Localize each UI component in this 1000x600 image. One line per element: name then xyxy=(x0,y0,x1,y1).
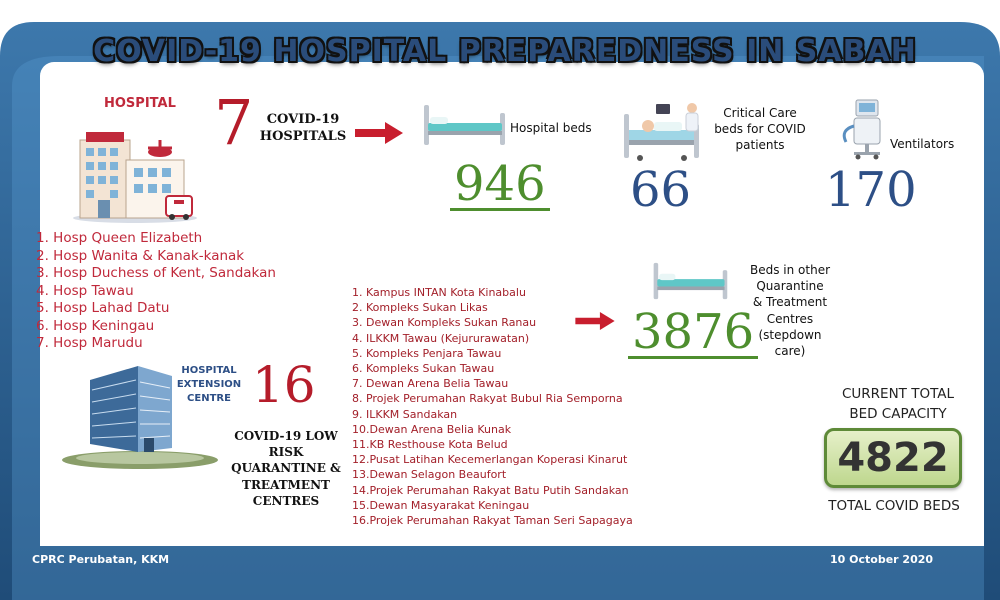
ventilator-icon xyxy=(838,96,888,160)
hospital-bed-icon xyxy=(420,103,508,147)
red-arrow-icon xyxy=(355,122,403,144)
quarantine-label-line5: care) xyxy=(774,343,806,358)
list-item: 2. Kompleks Sukan Likas xyxy=(352,301,488,315)
capacity-title-line2: BED CAPACITY xyxy=(849,406,947,423)
quarantine-label-line4: (stepdown xyxy=(758,327,822,342)
critical-care-label-line1: Critical Care xyxy=(723,106,797,120)
hospital-beds-label: Hospital beds xyxy=(510,121,592,135)
list-item: 16.Projek Perumahan Rakyat Taman Seri Sapagaya xyxy=(352,514,633,528)
extension-centre-label xyxy=(172,364,246,406)
hospital-count: 7 xyxy=(214,86,254,159)
critical-care-label xyxy=(712,105,808,154)
list-item: 5. Kompleks Penjara Tawau xyxy=(352,346,502,360)
list-item: 1. Hosp Queen Elizabeth xyxy=(36,230,203,246)
capacity-title xyxy=(828,384,968,425)
page-title: COVID-19 HOSPITAL PREPAREDNESS IN SABAH xyxy=(93,34,917,69)
footer-source: CPRC Perubatan, KKM xyxy=(32,553,170,566)
hospital-building-icon xyxy=(70,112,200,224)
hospital-beds-value: 946 xyxy=(450,160,550,211)
hospital-label: HOSPITAL xyxy=(104,96,176,111)
critical-care-label-line3: patients xyxy=(735,138,785,153)
critical-care-label-line2: beds for COVID xyxy=(714,122,806,137)
ventilators-value: 170 xyxy=(825,162,917,218)
quarantine-label-line1: Beds in other Quarantine xyxy=(749,263,831,294)
capacity-footer: TOTAL COVID BEDS xyxy=(828,498,960,514)
hospital-count-label-line2: HOSPITALS xyxy=(259,128,347,144)
list-item: 3. Hosp Duchess of Kent, Sandakan xyxy=(36,265,276,281)
low-risk-centres-label xyxy=(220,428,352,509)
quarantine-beds-value: 3876 xyxy=(628,308,758,359)
list-item: 7. Hosp Marudu xyxy=(36,335,143,351)
list-item: 8. Projek Perumahan Rakyat Bubul Ria Semporna xyxy=(352,392,623,406)
list-item: 14.Projek Perumahan Rakyat Batu Putih Sandakan xyxy=(352,483,629,497)
list-item: 6. Kompleks Sukan Tawau xyxy=(352,362,495,376)
list-item: 3. Dewan Kompleks Sukan Ranau xyxy=(352,316,537,330)
low-risk-line2: QUARANTINE & xyxy=(231,461,341,476)
low-risk-line1: COVID-19 LOW RISK xyxy=(234,429,338,460)
capacity-box xyxy=(824,428,962,488)
extension-label-line3: CENTRE xyxy=(187,393,231,404)
quarantine-label-line3: Centres xyxy=(766,311,814,326)
low-risk-line4: CENTRES xyxy=(252,493,320,508)
quarantine-label-line2: & Treatment xyxy=(752,295,828,310)
list-item: 6. Hosp Keningau xyxy=(36,317,155,334)
list-item: 9. ILKKM Sandakan xyxy=(352,407,458,421)
list-item: 12.Pusat Latihan Kecemerlangan Koperasi Kinarut xyxy=(352,453,628,467)
red-arrow-icon xyxy=(575,312,615,330)
footer-date: 10 October 2020 xyxy=(830,553,934,566)
list-item: 7. Dewan Arena Belia Tawau xyxy=(352,377,509,391)
hospital-count-label-line1: COVID-19 xyxy=(266,112,340,127)
list-item: 5. Hosp Lahad Datu xyxy=(36,300,170,316)
capacity-value: 4822 xyxy=(837,435,949,481)
low-risk-line3: TREATMENT xyxy=(242,477,330,492)
list-item: 15.Dewan Masyarakat Keningau xyxy=(352,498,530,512)
critical-care-value: 66 xyxy=(630,162,692,218)
extension-label-line2: EXTENSION xyxy=(176,379,242,390)
list-item: 2. Hosp Wanita & Kanak-kanak xyxy=(36,247,245,264)
list-item: 13.Dewan Selagon Beaufort xyxy=(352,468,507,482)
extension-count: 16 xyxy=(252,356,316,414)
hospital-list xyxy=(36,230,276,353)
icu-bed-icon xyxy=(620,100,710,162)
hospital-bed-icon xyxy=(650,260,730,302)
hospital-count-label xyxy=(258,112,348,146)
ventilators-label: Ventilators xyxy=(890,137,955,151)
extension-label-line1: HOSPITAL xyxy=(181,365,237,376)
list-item: 10.Dewan Arena Belia Kunak xyxy=(352,422,512,436)
list-item: 11.KB Resthouse Kota Belud xyxy=(352,438,508,452)
list-item: 4. ILKKM Tawau (Kejururawatan) xyxy=(352,331,530,345)
list-item: 4. Hosp Tawau xyxy=(36,282,134,299)
capacity-title-line1: CURRENT TOTAL xyxy=(841,386,955,402)
list-item: 1. Kampus INTAN Kota Kinabalu xyxy=(352,286,526,299)
